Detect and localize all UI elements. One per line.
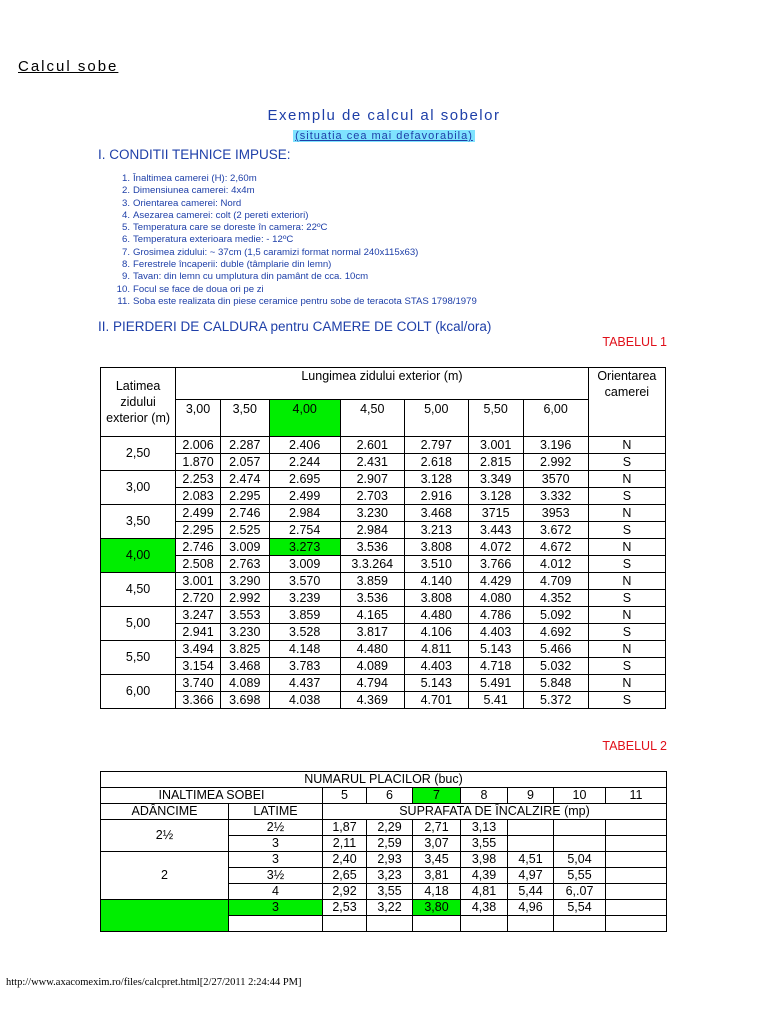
heat-loss-cell: 1.870	[176, 454, 221, 471]
latime-value: 3	[229, 852, 323, 868]
condition-item	[113, 296, 477, 308]
orientation-cell: N	[588, 505, 665, 522]
surface-cell: 3,98	[461, 852, 508, 868]
surface-cell	[606, 884, 667, 900]
condition-item	[113, 222, 477, 234]
heat-loss-cell: 4.701	[404, 692, 468, 709]
heat-loss-cell: 2.287	[220, 437, 269, 454]
surface-cell	[606, 916, 667, 932]
table-row	[101, 522, 666, 539]
table-row	[101, 820, 667, 836]
heat-loss-cell: 3.740	[176, 675, 221, 692]
surface-cell	[413, 916, 461, 932]
heat-loss-cell: 3.009	[220, 539, 269, 556]
surface-cell	[508, 820, 554, 836]
orientation-cell: N	[588, 573, 665, 590]
depth-value: 2½	[101, 820, 229, 852]
height-header: INALTIMEA SOBEI	[101, 788, 323, 804]
table-row	[101, 852, 667, 868]
table2-label: TABELUL 2	[602, 739, 667, 753]
surface-cell	[367, 916, 413, 932]
heat-loss-cell: 5.143	[404, 675, 468, 692]
condition-number: 5.	[121, 222, 130, 234]
heat-loss-cell: 2.992	[523, 454, 588, 471]
main-subtitle-wrap	[0, 126, 768, 144]
table2-plates-row	[101, 788, 667, 804]
orientation-cell: N	[588, 641, 665, 658]
row-width-label: 4,50	[101, 573, 176, 607]
heat-loss-cell: 4.429	[468, 573, 523, 590]
heat-loss-cell: 5.143	[468, 641, 523, 658]
heat-loss-cell: 3.239	[269, 590, 340, 607]
heat-loss-cell: 2.907	[340, 471, 404, 488]
depth-header: ADÂNCIME	[101, 804, 229, 820]
plate-count: 8	[461, 788, 508, 804]
orientation-cell: S	[588, 624, 665, 641]
heat-loss-cell: 2.992	[220, 590, 269, 607]
surface-cell: 2,92	[323, 884, 367, 900]
length-value: 5,50	[468, 400, 523, 437]
heat-loss-cell: 3.247	[176, 607, 221, 624]
surface-cell	[461, 916, 508, 932]
condition-item	[113, 284, 477, 296]
surface-cell	[606, 820, 667, 836]
latime-value	[229, 916, 323, 932]
row-width-label: 6,00	[101, 675, 176, 709]
heat-loss-cell: 4.480	[404, 607, 468, 624]
surface-cell	[606, 836, 667, 852]
orientation-cell: S	[588, 692, 665, 709]
heat-loss-cell: 3.536	[340, 590, 404, 607]
conditions-list	[113, 173, 477, 308]
surface-cell	[606, 900, 667, 916]
latime-value: 3	[229, 836, 323, 852]
heat-loss-cell: 2.244	[269, 454, 340, 471]
heat-loss-cell: 3.468	[404, 505, 468, 522]
heat-loss-cell: 5.41	[468, 692, 523, 709]
heat-loss-cell: 2.083	[176, 488, 221, 505]
heat-loss-cell: 5.032	[523, 658, 588, 675]
heat-loss-cell: 3.128	[468, 488, 523, 505]
heat-loss-cell: 3715	[468, 505, 523, 522]
latime-value: 2½	[229, 820, 323, 836]
condition-text: Temperatura care se doreste în camera: 22ºC	[133, 222, 328, 234]
heat-loss-cell: 4.369	[340, 692, 404, 709]
condition-item	[113, 247, 477, 259]
surface-cell	[606, 868, 667, 884]
heat-loss-cell: 2.746	[220, 505, 269, 522]
condition-text: Înaltimea camerei (H): 2,60m	[133, 173, 257, 184]
orientation-cell: S	[588, 454, 665, 471]
surface-cell: 2,53	[323, 900, 367, 916]
heat-loss-cell: 3.859	[269, 607, 340, 624]
condition-number: 4.	[121, 209, 130, 221]
condition-number: 7.	[121, 246, 130, 258]
condition-item	[113, 259, 477, 271]
table-row	[101, 675, 666, 692]
heat-loss-cell: 3.494	[176, 641, 221, 658]
heat-loss-cell: 4.403	[468, 624, 523, 641]
condition-text: Dimensiunea camerei: 4x4m	[133, 185, 255, 197]
heat-loss-cell: 2.295	[220, 488, 269, 505]
row-width-label: 3,50	[101, 505, 176, 539]
heat-loss-cell: 3.570	[269, 573, 340, 590]
heat-loss-cell: 4.794	[340, 675, 404, 692]
table-row	[101, 692, 666, 709]
table-row	[101, 488, 666, 505]
main-title: Exemplu de calcul al sobelor	[267, 107, 501, 124]
condition-number: 3.	[121, 197, 130, 209]
surface-cell: 2,71	[413, 820, 461, 836]
surface-cell	[606, 852, 667, 868]
heat-loss-cell: 2.618	[404, 454, 468, 471]
heat-loss-cell: 2.695	[269, 471, 340, 488]
heat-loss-cell: 4.672	[523, 539, 588, 556]
condition-item	[113, 185, 477, 197]
heat-loss-cell: 3.366	[176, 692, 221, 709]
plate-count: 11	[606, 788, 667, 804]
table-row	[101, 505, 666, 522]
table-row	[101, 437, 666, 454]
surface-cell: 2,29	[367, 820, 413, 836]
condition-text: Grosimea zidului: ~ 37cm (1,5 caramizi format normal 240x115x63)	[133, 246, 419, 258]
table-row	[101, 471, 666, 488]
heat-loss-cell: 4.786	[468, 607, 523, 624]
orientation-cell: S	[588, 556, 665, 573]
heat-loss-cell: 3953	[523, 505, 588, 522]
surface-cell: 2,93	[367, 852, 413, 868]
latime-value: 4	[229, 884, 323, 900]
condition-text: Focul se face de doua ori pe zi	[133, 283, 264, 295]
orientation-cell: S	[588, 658, 665, 675]
heat-loss-cell: 3.196	[523, 437, 588, 454]
heat-loss-cell: 3.154	[176, 658, 221, 675]
heat-loss-cell: 3.230	[220, 624, 269, 641]
heat-loss-cell: 5.848	[523, 675, 588, 692]
table-row	[101, 658, 666, 675]
surface-cell: 5,44	[508, 884, 554, 900]
row-width-label: 2,50	[101, 437, 176, 471]
heat-loss-cell: 3.825	[220, 641, 269, 658]
table-row	[101, 900, 667, 916]
surface-cell: 2,59	[367, 836, 413, 852]
heat-loss-cell: 4.038	[269, 692, 340, 709]
row-width-label: 5,50	[101, 641, 176, 675]
heat-loss-cell: 3.443	[468, 522, 523, 539]
heat-loss-cell: 4.140	[404, 573, 468, 590]
surface-cell	[554, 820, 606, 836]
surface-cell: 5,54	[554, 900, 606, 916]
heat-loss-cell: 2.601	[340, 437, 404, 454]
heat-loss-cell: 4.718	[468, 658, 523, 675]
latime-value: 3	[229, 900, 323, 916]
stove-surface-table	[100, 771, 667, 932]
surface-cell: 4,51	[508, 852, 554, 868]
heat-loss-cell: 5.491	[468, 675, 523, 692]
condition-text: Ferestrele încaperii: duble (tâmplarie din lemn)	[133, 259, 332, 271]
length-value: 6,00	[523, 400, 588, 437]
section-heading-conditions: I. CONDITII TEHNICE IMPUSE:	[98, 147, 291, 162]
heat-loss-cell: 3.808	[404, 590, 468, 607]
orientation-cell: S	[588, 488, 665, 505]
surface-cell: 2,11	[323, 836, 367, 852]
heat-loss-cell: 4.080	[468, 590, 523, 607]
row-width-label: 5,00	[101, 607, 176, 641]
table-row	[101, 641, 666, 658]
heat-loss-cell: 3.213	[404, 522, 468, 539]
orientation-cell: N	[588, 437, 665, 454]
heat-loss-cell: 3.859	[340, 573, 404, 590]
heat-loss-cell: 5.092	[523, 607, 588, 624]
heat-loss-cell: 3.332	[523, 488, 588, 505]
heat-loss-cell: 3.783	[269, 658, 340, 675]
surface-cell: 4,18	[413, 884, 461, 900]
condition-item	[113, 271, 477, 283]
condition-item	[113, 198, 477, 210]
condition-item	[113, 173, 477, 185]
surface-cell: 3,80	[413, 900, 461, 916]
condition-number: 11.	[117, 295, 130, 307]
heat-loss-cell: 2.253	[176, 471, 221, 488]
heat-loss-cell: 3.468	[220, 658, 269, 675]
heat-loss-cell: 3.001	[176, 573, 221, 590]
heat-loss-cell: 5.372	[523, 692, 588, 709]
surface-cell: 3,55	[461, 836, 508, 852]
length-value: 5,00	[404, 400, 468, 437]
heat-loss-cell: 3.553	[220, 607, 269, 624]
heat-loss-cell: 4.072	[468, 539, 523, 556]
heat-loss-table	[100, 367, 666, 709]
surface-cell: 2,65	[323, 868, 367, 884]
surface-cell: 3,22	[367, 900, 413, 916]
condition-number: 10.	[116, 283, 130, 295]
orientation-cell: N	[588, 607, 665, 624]
condition-number: 9.	[121, 271, 130, 283]
heat-loss-cell: 4.480	[340, 641, 404, 658]
heat-loss-cell: 4.089	[220, 675, 269, 692]
heat-loss-cell: 3.273	[269, 539, 340, 556]
surface-cell: 1,87	[323, 820, 367, 836]
heat-loss-cell: 2.006	[176, 437, 221, 454]
condition-text: Asezarea camerei: colt (2 pereti exteriori)	[133, 209, 309, 221]
heat-loss-cell: 5.466	[523, 641, 588, 658]
heat-loss-cell: 2.984	[340, 522, 404, 539]
heat-loss-cell: 2.797	[404, 437, 468, 454]
surface-cell: 5,55	[554, 868, 606, 884]
heat-loss-cell: 4.692	[523, 624, 588, 641]
table2-title-row	[101, 772, 667, 788]
heat-loss-cell: 2.815	[468, 454, 523, 471]
heat-loss-cell: 3.808	[404, 539, 468, 556]
document-title: Calcul sobe	[18, 58, 119, 75]
plates-header: NUMARUL PLACILOR (buc)	[101, 772, 667, 788]
condition-text: Soba este realizata din piese ceramice pentru sobe de teracota STAS 1798/1979	[133, 295, 477, 307]
surface-cell: 3,55	[367, 884, 413, 900]
page-url-footer: http://www.axacomexim.ro/files/calcpret.html[2/27/2011 2:24:44 PM]	[6, 977, 302, 988]
main-subtitle: (situatia cea mai defavorabila)	[295, 130, 473, 142]
orientation-cell: S	[588, 522, 665, 539]
section-heading-heat-loss: II. PIERDERI DE CALDURA pentru CAMERE DE COLT (kcal/ora)	[98, 319, 492, 334]
table1-header-row	[101, 368, 666, 400]
surface-cell	[323, 916, 367, 932]
heat-loss-cell: 2.746	[176, 539, 221, 556]
row-width-label: 4,00	[101, 539, 176, 573]
table-row	[101, 573, 666, 590]
surface-cell: 5,04	[554, 852, 606, 868]
table1-label: TABELUL 1	[602, 335, 667, 349]
heat-loss-cell: 2.754	[269, 522, 340, 539]
heat-loss-cell: 3.672	[523, 522, 588, 539]
surface-cell: 3,13	[461, 820, 508, 836]
heat-loss-cell: 3.536	[340, 539, 404, 556]
length-value: 3,50	[220, 400, 269, 437]
surface-cell: 4,39	[461, 868, 508, 884]
depth-value	[101, 900, 229, 932]
heat-loss-cell: 3.009	[269, 556, 340, 573]
heat-loss-cell: 4.709	[523, 573, 588, 590]
orientation-cell: N	[588, 675, 665, 692]
heat-loss-cell: 2.916	[404, 488, 468, 505]
heat-loss-cell: 3.128	[404, 471, 468, 488]
heat-loss-cell: 3.698	[220, 692, 269, 709]
surface-cell: 4,38	[461, 900, 508, 916]
table-row	[101, 607, 666, 624]
surface-cell	[508, 836, 554, 852]
heat-loss-cell: 2.295	[176, 522, 221, 539]
table-row	[101, 590, 666, 607]
condition-text: Orientarea camerei: Nord	[133, 197, 242, 209]
heat-loss-cell: 3.001	[468, 437, 523, 454]
table-row	[101, 454, 666, 471]
heat-loss-cell: 2.499	[176, 505, 221, 522]
heat-loss-cell: 2.525	[220, 522, 269, 539]
condition-item	[113, 210, 477, 222]
orientation-cell: S	[588, 590, 665, 607]
orientation-cell: N	[588, 471, 665, 488]
condition-number: 2.	[121, 185, 130, 197]
condition-number: 6.	[121, 234, 130, 246]
heat-loss-cell: 2.431	[340, 454, 404, 471]
heat-loss-cell: 4.012	[523, 556, 588, 573]
surface-cell: 2,40	[323, 852, 367, 868]
heat-loss-cell: 4.352	[523, 590, 588, 607]
length-value: 4,50	[340, 400, 404, 437]
heat-loss-cell: 2.763	[220, 556, 269, 573]
orientation-cell: N	[588, 539, 665, 556]
heat-loss-cell: 2.406	[269, 437, 340, 454]
heat-loss-cell: 3.290	[220, 573, 269, 590]
row-width-label: 3,00	[101, 471, 176, 505]
condition-text: Temperatura exterioara medie: - 12ºC	[133, 234, 294, 246]
heat-loss-cell: 2.984	[269, 505, 340, 522]
surface-cell	[508, 916, 554, 932]
depth-value: 2	[101, 852, 229, 900]
surface-cell: 3,07	[413, 836, 461, 852]
plate-count: 7	[413, 788, 461, 804]
heat-loss-cell: 3.230	[340, 505, 404, 522]
condition-item	[113, 234, 477, 246]
heat-loss-cell: 2.941	[176, 624, 221, 641]
table1-lengths-row	[101, 400, 666, 437]
length-header: Lungimea zidului exterior (m)	[176, 368, 589, 400]
plate-count: 9	[508, 788, 554, 804]
latime-value: 3½	[229, 868, 323, 884]
heat-loss-cell: 4.811	[404, 641, 468, 658]
heat-loss-cell: 2.720	[176, 590, 221, 607]
plate-count: 10	[554, 788, 606, 804]
surface-cell: 6,.07	[554, 884, 606, 900]
heat-loss-cell: 3.817	[340, 624, 404, 641]
length-value: 4,00	[269, 400, 340, 437]
orientation-header: Orientarea camerei	[588, 368, 665, 437]
heat-loss-cell: 4.148	[269, 641, 340, 658]
surface-cell: 4,97	[508, 868, 554, 884]
heat-loss-cell: 4.106	[404, 624, 468, 641]
heat-loss-cell: 3.528	[269, 624, 340, 641]
heat-loss-cell: 2.474	[220, 471, 269, 488]
condition-number: 8.	[121, 259, 130, 271]
width-header: LATIME	[229, 804, 323, 820]
table-row	[101, 539, 666, 556]
surface-cell: 3,81	[413, 868, 461, 884]
heat-loss-cell: 2.057	[220, 454, 269, 471]
surface-cell: 3,45	[413, 852, 461, 868]
heat-loss-cell: 4.403	[404, 658, 468, 675]
surface-cell: 4,81	[461, 884, 508, 900]
plate-count: 6	[367, 788, 413, 804]
width-header: Latimea zidului exterior (m)	[101, 368, 176, 437]
surface-cell: 4,96	[508, 900, 554, 916]
surface-header: SUPRAFATA DE ÎNCALZIRE (mp)	[323, 804, 667, 820]
plate-count: 5	[323, 788, 367, 804]
table2-subheader-row	[101, 804, 667, 820]
heat-loss-cell: 3570	[523, 471, 588, 488]
condition-number: 1.	[121, 173, 130, 184]
table-row	[101, 556, 666, 573]
heat-loss-cell: 3.510	[404, 556, 468, 573]
heat-loss-cell: 3.3.264	[340, 556, 404, 573]
surface-cell	[554, 916, 606, 932]
condition-text: Tavan: din lemn cu umplutura din pamânt de cca. 10cm	[133, 271, 369, 283]
surface-cell	[554, 836, 606, 852]
heat-loss-cell: 4.165	[340, 607, 404, 624]
heat-loss-cell: 3.349	[468, 471, 523, 488]
heat-loss-cell: 4.089	[340, 658, 404, 675]
table-row	[101, 624, 666, 641]
heat-loss-cell: 2.499	[269, 488, 340, 505]
heat-loss-cell: 4.437	[269, 675, 340, 692]
heat-loss-cell: 3.766	[468, 556, 523, 573]
length-value: 3,00	[176, 400, 221, 437]
heat-loss-cell: 2.703	[340, 488, 404, 505]
heat-loss-cell: 2.508	[176, 556, 221, 573]
surface-cell: 3,23	[367, 868, 413, 884]
